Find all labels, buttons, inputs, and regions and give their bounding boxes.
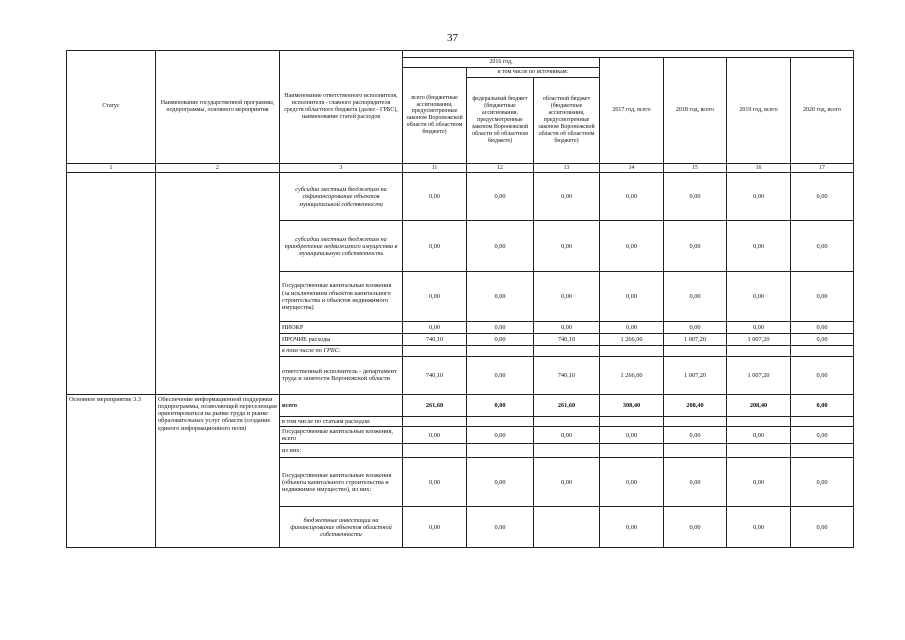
header-by-sources: в том числе по источникам: [467, 67, 600, 77]
value-cell: 0,00 [664, 272, 727, 322]
value-cell: 0,00 [403, 221, 467, 272]
value-cell [403, 444, 467, 458]
value-cell: 1 266,00 [600, 334, 664, 346]
row-label: субсидии местным бюджетам на приобретение недвижимого имущества в муниципальную собственность [280, 221, 403, 272]
value-cell: 0,00 [467, 322, 534, 334]
row-label: ответственный исполнитель - департамент труда и занятости Воронежской области [280, 356, 403, 394]
value-cell: 0,00 [403, 507, 467, 548]
value-cell: 0,00 [600, 173, 664, 221]
header-col-17: 2020 год, всего [791, 58, 854, 164]
value-cell: 0,00 [403, 272, 467, 322]
value-cell [534, 444, 600, 458]
column-number: 14 [600, 163, 664, 173]
value-cell: 0,00 [467, 221, 534, 272]
value-cell: 0,00 [664, 507, 727, 548]
header-blank-band [403, 51, 854, 58]
row-label: бюджетные инвестиции на финансирование объектов областной собственности [280, 507, 403, 548]
value-cell: 0,00 [467, 356, 534, 394]
value-cell: 0,00 [467, 394, 534, 416]
value-cell: 740,10 [403, 334, 467, 346]
measure-name: Обеспечение информационной поддержки подпрограммы, позволяющей переселенцам ориентироваться на рынке труда и рынке образовательных услуг области (создание единого информационного поля) [156, 394, 280, 548]
row-label: НИОКР [280, 322, 403, 334]
value-cell [664, 346, 727, 356]
value-cell: 0,00 [727, 426, 791, 443]
value-cell: 0,00 [600, 221, 664, 272]
value-cell [791, 416, 854, 426]
header-col-13: областной бюджет (бюджетные ассигнования, предусмотренные законом Воронежской области об областном бюджете) [534, 77, 600, 163]
value-cell: 0,00 [403, 173, 467, 221]
column-number: 13 [534, 163, 600, 173]
column-number: 11 [403, 163, 467, 173]
value-cell: 0,00 [467, 458, 534, 507]
value-cell: 0,00 [664, 221, 727, 272]
value-cell: 0,00 [467, 507, 534, 548]
value-cell [403, 416, 467, 426]
page-number: 37 [447, 32, 458, 44]
value-cell: 0,00 [600, 507, 664, 548]
value-cell: 740,10 [534, 334, 600, 346]
value-cell: 0,00 [467, 426, 534, 443]
row-label: Государственные капитальные вложения, всего [280, 426, 403, 443]
value-cell: 0,00 [534, 221, 600, 272]
value-cell: 1 266,00 [600, 356, 664, 394]
value-cell [791, 444, 854, 458]
value-cell [600, 444, 664, 458]
row-label: субсидии местным бюджетам на софинансирование объектов муниципальной собственности [280, 173, 403, 221]
value-cell: 1 007,20 [664, 356, 727, 394]
value-cell: 740,10 [534, 356, 600, 394]
value-cell: 0,00 [600, 458, 664, 507]
value-cell: 0,00 [467, 173, 534, 221]
value-cell: 261,60 [534, 394, 600, 416]
program-cell-empty [156, 173, 280, 394]
value-cell: 261,60 [403, 394, 467, 416]
column-number: 2 [156, 163, 280, 173]
value-cell: 0,00 [791, 322, 854, 334]
value-cell: 0,00 [600, 322, 664, 334]
value-cell [600, 346, 664, 356]
column-numbers-row [67, 163, 854, 173]
value-cell: 0,00 [664, 458, 727, 507]
header-col-14: 2017 год, всего [600, 58, 664, 164]
value-cell: 0,00 [600, 272, 664, 322]
value-cell: 0,00 [403, 426, 467, 443]
value-cell [727, 416, 791, 426]
value-cell [727, 444, 791, 458]
value-cell: 0,00 [727, 221, 791, 272]
value-cell: 0,00 [534, 426, 600, 443]
value-cell: 0,00 [403, 458, 467, 507]
column-number: 17 [791, 163, 854, 173]
value-cell: 0,00 [727, 507, 791, 548]
value-cell: 0,00 [791, 356, 854, 394]
value-cell: 0,00 [534, 272, 600, 322]
header-year-2016: 2016 год, [403, 58, 600, 68]
header-col-15: 2018 год, всего [664, 58, 727, 164]
value-cell [791, 346, 854, 356]
column-number: 1 [67, 163, 156, 173]
value-cell: 0,00 [727, 322, 791, 334]
value-cell: 208,40 [664, 394, 727, 416]
value-cell: 0,00 [664, 322, 727, 334]
value-cell: 1 007,20 [727, 356, 791, 394]
value-cell: 0,00 [791, 272, 854, 322]
row-label: в том числе по статьям расходов: [280, 416, 403, 426]
measure-status: Основное мероприятие 3.3 [67, 394, 156, 548]
value-cell: 0,00 [403, 322, 467, 334]
value-cell [664, 416, 727, 426]
value-cell: 0,00 [791, 221, 854, 272]
value-cell: 0,00 [664, 426, 727, 443]
column-number: 3 [280, 163, 403, 173]
value-cell: 0,00 [791, 458, 854, 507]
value-cell [467, 346, 534, 356]
row-label: из них: [280, 444, 403, 458]
value-cell: 0,00 [727, 272, 791, 322]
header-executor: Наименование ответственного исполнителя, исполнителя - главного распорядителя средств областного бюджета (далее - ГРБС), наименование статей расходов [280, 51, 403, 164]
row-label: всего [280, 394, 403, 416]
value-cell: 0,00 [791, 394, 854, 416]
row-label: ПРОЧИЕ расходы [280, 334, 403, 346]
value-cell: 0,00 [791, 426, 854, 443]
value-cell [467, 444, 534, 458]
row-label: Государственные капитальные вложения (за исключением объектов капитального строительства и объектов недвижимого имущества) [280, 272, 403, 322]
value-cell: 0,00 [534, 173, 600, 221]
table-row [67, 173, 854, 221]
value-cell [403, 346, 467, 356]
column-number: 15 [664, 163, 727, 173]
value-cell: 0,00 [467, 334, 534, 346]
value-cell: 208,40 [727, 394, 791, 416]
header-program-name: Наименование государственной программы, подпрограммы, основного мероприятия [156, 51, 280, 164]
header-col-16: 2019 год, всего [727, 58, 791, 164]
value-cell [534, 416, 600, 426]
value-cell: 740,10 [403, 356, 467, 394]
column-number: 16 [727, 163, 791, 173]
column-number: 12 [467, 163, 534, 173]
value-cell: 0,00 [600, 426, 664, 443]
header-status: Статус [67, 51, 156, 164]
value-cell: 308,40 [600, 394, 664, 416]
value-cell: 1 007,20 [664, 334, 727, 346]
value-cell: 0,00 [727, 458, 791, 507]
value-cell [534, 346, 600, 356]
value-cell: 0,00 [791, 334, 854, 346]
value-cell: 0,00 [664, 173, 727, 221]
value-cell: 0,00 [727, 173, 791, 221]
value-cell: 0,00 [791, 507, 854, 548]
value-cell [467, 416, 534, 426]
budget-table [66, 50, 854, 548]
value-cell: 0,00 [791, 173, 854, 221]
header-col-11: всего (бюджетные ассигнования, предусмотренные законом Воронежской области об областном бюджете) [403, 67, 467, 163]
header-col-12: федеральный бюджет (бюджетные ассигнования, предусмотренные законом Воронежской области об областном бюджете) [467, 77, 534, 163]
value-cell: 0,00 [467, 272, 534, 322]
value-cell [600, 416, 664, 426]
row-label: в том числе по ГРБС: [280, 346, 403, 356]
value-cell: 0,00 [534, 458, 600, 507]
value-cell [534, 507, 600, 548]
row-label: Государственные капитальные вложения (объекты капитального строительства и недвижимое имущество), из них: [280, 458, 403, 507]
status-cell-empty [67, 173, 156, 394]
header-top-row [67, 51, 854, 58]
value-cell [664, 444, 727, 458]
value-cell [727, 346, 791, 356]
table-row [67, 394, 854, 416]
value-cell: 1 007,20 [727, 334, 791, 346]
value-cell: 0,00 [534, 322, 600, 334]
